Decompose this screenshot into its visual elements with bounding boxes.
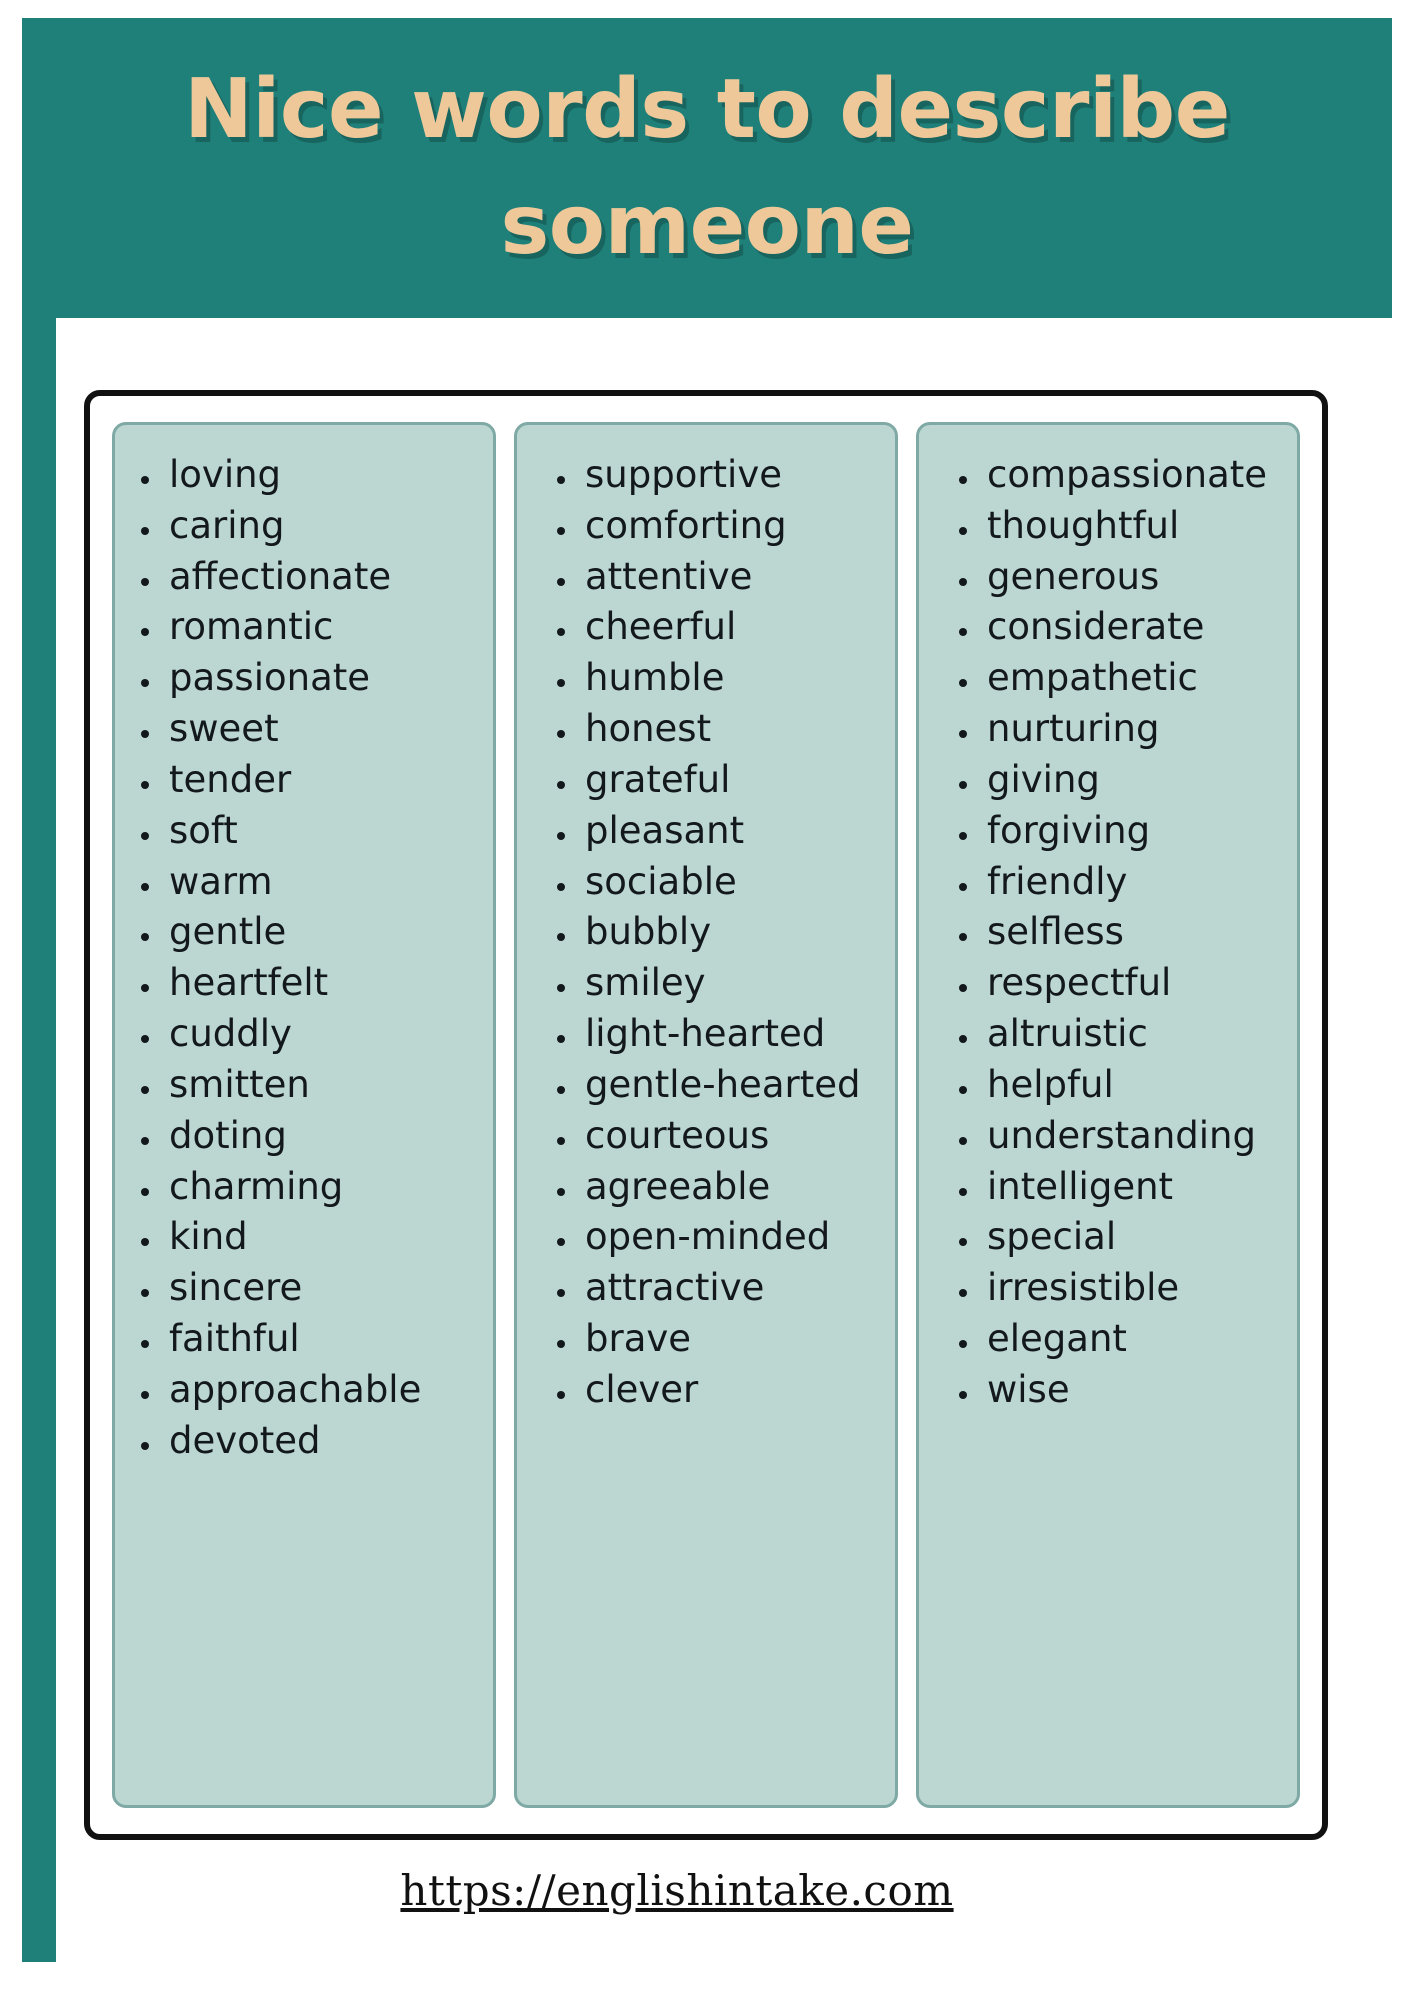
list-item: • approachable — [163, 1366, 481, 1415]
list-item: • grateful — [579, 756, 883, 805]
list-item: • honest — [579, 705, 883, 754]
list-item: • nurturing — [981, 705, 1285, 754]
word-list-container — [84, 390, 1328, 1840]
list-item: • devoted — [163, 1417, 481, 1466]
list-item: • understanding — [981, 1112, 1285, 1161]
page-title: Nice words to describe someone — [184, 61, 1230, 273]
list-item: • compassionate — [981, 451, 1285, 500]
word-column-1 — [112, 422, 496, 1808]
word-column-2 — [514, 422, 898, 1808]
list-item: • helpful — [981, 1061, 1285, 1110]
list-item: • giving — [981, 756, 1285, 805]
list-item: • warm — [163, 858, 481, 907]
list-item: • sociable — [579, 858, 883, 907]
list-item: • clever — [579, 1366, 883, 1415]
list-item: • affectionate — [163, 553, 481, 602]
list-item: • forgiving — [981, 807, 1285, 856]
list-item: • charming — [163, 1163, 481, 1212]
list-item: • friendly — [981, 858, 1285, 907]
list-item: • attractive — [579, 1264, 883, 1313]
list-item: • thoughtful — [981, 502, 1285, 551]
list-item: • respectful — [981, 959, 1285, 1008]
list-item: • wise — [981, 1366, 1285, 1415]
list-item: • agreeable — [579, 1163, 883, 1212]
list-item: • irresistible — [981, 1264, 1285, 1313]
list-item: • pleasant — [579, 807, 883, 856]
list-item: • courteous — [579, 1112, 883, 1161]
list-item: • selfless — [981, 908, 1285, 957]
list-item: • passionate — [163, 654, 481, 703]
list-item: • doting — [163, 1112, 481, 1161]
list-item: • open-minded — [579, 1213, 883, 1262]
list-item: • tender — [163, 756, 481, 805]
list-item: • attentive — [579, 553, 883, 602]
list-item: • humble — [579, 654, 883, 703]
list-item: • loving — [163, 451, 481, 500]
list-item: • gentle-hearted — [579, 1061, 883, 1110]
list-item: • bubbly — [579, 908, 883, 957]
list-item: • sincere — [163, 1264, 481, 1313]
list-item: • brave — [579, 1315, 883, 1364]
list-item: • comforting — [579, 502, 883, 551]
list-item: • intelligent — [981, 1163, 1285, 1212]
list-item: • considerate — [981, 603, 1285, 652]
list-item: • generous — [981, 553, 1285, 602]
list-item: • faithful — [163, 1315, 481, 1364]
word-list-3 — [933, 451, 1285, 1415]
list-item: • gentle — [163, 908, 481, 957]
list-item: • empathetic — [981, 654, 1285, 703]
list-item: • cuddly — [163, 1010, 481, 1059]
list-item: • romantic — [163, 603, 481, 652]
list-item: • supportive — [579, 451, 883, 500]
word-list-2 — [531, 451, 883, 1415]
list-item: • heartfelt — [163, 959, 481, 1008]
list-item: • cheerful — [579, 603, 883, 652]
list-item: • smiley — [579, 959, 883, 1008]
list-item: • sweet — [163, 705, 481, 754]
website-link[interactable]: https://englishintake.com — [400, 1866, 954, 1915]
list-item: • kind — [163, 1213, 481, 1262]
list-item: • elegant — [981, 1315, 1285, 1364]
list-item: • smitten — [163, 1061, 481, 1110]
list-item: • light-hearted — [579, 1010, 883, 1059]
word-column-3 — [916, 422, 1300, 1808]
word-list-1 — [129, 451, 481, 1466]
header-band — [22, 18, 1392, 318]
list-item: • special — [981, 1213, 1285, 1262]
list-item: • caring — [163, 502, 481, 551]
list-item: • soft — [163, 807, 481, 856]
footer — [0, 1866, 1414, 1915]
list-item: • altruistic — [981, 1010, 1285, 1059]
